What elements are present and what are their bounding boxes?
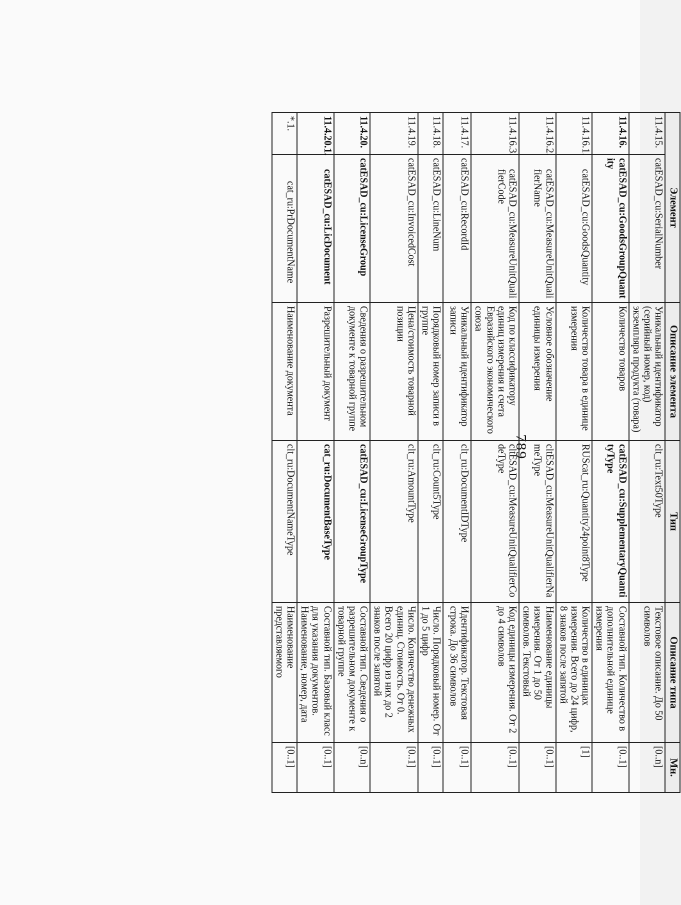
row-number-cell: 11.4.19. — [370, 113, 418, 155]
row-type-cell: RUScat_ru:Quantity24point8Type — [556, 441, 593, 603]
row-number-cell: 11.4.16.1. — [556, 113, 593, 155]
row-type-cell: catESAD_cu:LicenseGroupType — [334, 441, 371, 603]
table-row — [556, 113, 593, 793]
row-description-cell: Уникальный идентификатор записи — [443, 303, 471, 441]
rotated-table-wrapper — [273, 112, 681, 792]
row-multiplicity-cell: [0..1] — [272, 743, 297, 793]
row-element-cell: catESAD_cu:InvoicedCost — [370, 155, 418, 303]
row-type-cell: cltESAD_cu:MeasureUnitQualifierNameType — [519, 441, 556, 603]
row-number-cell: 11.4.20. — [334, 113, 371, 155]
row-multiplicity-cell: [0..n] — [334, 743, 371, 793]
row-multiplicity-cell: [0..1] — [370, 743, 418, 793]
row-type-description-cell: Текстовое описание. До 50 символов — [629, 603, 666, 743]
header-type: Тип — [665, 441, 680, 603]
row-multiplicity-cell: [1] — [556, 743, 593, 793]
row-type-description-cell: Наименование единицы измерения. От 1 до 50 символов. Текстовый — [519, 603, 556, 743]
row-type-description-cell: Наименование представляемого — [272, 603, 297, 743]
row-type-cell: clt_ru:Text50Type — [629, 441, 666, 603]
row-description-cell: Количество товаров — [592, 303, 629, 441]
row-description-cell: Количество товара в единице измерения — [556, 303, 593, 441]
row-description-cell: Наименование документа — [272, 303, 297, 441]
row-multiplicity-cell: [0..1] — [592, 743, 629, 793]
row-multiplicity-cell: [0..1] — [471, 743, 519, 793]
row-element-cell: catESAD_cu:MeasureUnitQualifierCode — [471, 155, 519, 303]
row-description-cell: Условное обозначение единицы измерения — [519, 303, 556, 441]
row-element-cell: cat_ru:PrDocumentName — [272, 155, 297, 303]
row-element-cell: catESAD_cu:LicDocument — [297, 155, 334, 303]
row-multiplicity-cell: [0..1] — [418, 743, 443, 793]
row-description-cell: Сведения о разрешительном документе к товарной группе — [334, 303, 371, 441]
row-type-cell: clt_ru:Count5Type — [418, 441, 443, 603]
row-number-cell: 11.4.18. — [418, 113, 443, 155]
table-row — [370, 113, 418, 793]
row-number-cell: *.1. — [272, 113, 297, 155]
row-type-cell: clt_ru:AmountType — [370, 441, 418, 603]
row-type-cell: clt_ru:DocumentIDType — [443, 441, 471, 603]
row-description-cell: Код по классификатору единиц измерения и счета Евразийского экономического союза — [471, 303, 519, 441]
row-type-cell: cat_ru:DocumentBaseType — [297, 441, 334, 603]
header-description: Описание элемента — [665, 303, 680, 441]
row-type-cell: clt_ru:DocumentNameType — [272, 441, 297, 603]
row-type-description-cell: Составной тип. Количество в дополнительной единице измерения — [592, 603, 629, 743]
table-row — [334, 113, 371, 793]
table-row — [418, 113, 443, 793]
row-type-description-cell: Код единицы измерения. От 2 до 4 символов — [471, 603, 519, 743]
row-description-cell: Порядковый номер записи в группе — [418, 303, 443, 441]
header-multiplicity: Мн. — [665, 743, 680, 793]
row-multiplicity-cell: [0..1] — [297, 743, 334, 793]
page-number: 789 — [512, 434, 529, 460]
row-multiplicity-cell: [0..n] — [629, 743, 666, 793]
row-type-description-cell: Число. Порядковый номер. От 1 до 5 цифр — [418, 603, 443, 743]
row-number-cell: 11.4.16.3. — [471, 113, 519, 155]
table-row — [629, 113, 666, 793]
row-number-cell: 11.4.16. — [592, 113, 629, 155]
table-row — [519, 113, 556, 793]
row-type-cell: catESAD_cu:SupplementaryQuantityType — [592, 441, 629, 603]
row-multiplicity-cell: [0..1] — [519, 743, 556, 793]
header-type-description: Описание типа — [665, 603, 680, 743]
row-element-cell: catESAD_cu:LicenseGroup — [334, 155, 371, 303]
row-element-cell: catESAD_cu:GoodsQuantity — [556, 155, 593, 303]
row-element-cell: catESAD_cu:MeasureUnitQualifierName — [519, 155, 556, 303]
row-multiplicity-cell: [0..1] — [443, 743, 471, 793]
row-element-cell: catESAD_cu:SerialNumber — [629, 155, 666, 303]
table-row — [272, 113, 297, 793]
row-number-cell: 11.4.17. — [443, 113, 471, 155]
table-header-row — [665, 113, 680, 793]
row-description-cell: Уникальный идентификатор (серийный номер, код) экземпляра продукта (товара) — [629, 303, 666, 441]
row-element-cell: catESAD_cu:RecordId — [443, 155, 471, 303]
header-element: Элемент — [665, 113, 680, 303]
row-type-description-cell: Число. Количество денежных единиц. Стоимость. От 0. Всего 20 цифр из них до 2 знаков после запятой — [370, 603, 418, 743]
row-description-cell: Разрешительный документ — [297, 303, 334, 441]
row-number-cell: 11.4.15. — [629, 113, 666, 155]
specification-table — [271, 112, 680, 793]
table-row — [443, 113, 471, 793]
row-type-cell: cltESAD_cu:MeasureUnitQualifierCodeType — [471, 441, 519, 603]
table-body — [272, 113, 666, 793]
row-type-description-cell: Составной тип. Сведения о разрешительном документе к товарной группе — [334, 603, 371, 743]
row-type-description-cell: Идентификатор. Текстовая строка. До 36 символов — [443, 603, 471, 743]
row-number-cell: 11.4.20.1. — [297, 113, 334, 155]
table-row — [592, 113, 629, 793]
table-row — [471, 113, 519, 793]
row-element-cell: catESAD_cu:GoodsGroupQuantity — [592, 155, 629, 303]
row-element-cell: catESAD_cu:LineNum — [418, 155, 443, 303]
row-number-cell: 11.4.16.2. — [519, 113, 556, 155]
row-type-description-cell: Составной тип. Базовый класс для указания документов. Наименование, номер, дата — [297, 603, 334, 743]
table-row — [297, 113, 334, 793]
row-type-description-cell: Количество в единицах измерения. Всего до 24 цифр, 8 знаков после запятой — [556, 603, 593, 743]
row-description-cell: Цена/стоимость товарной позиции — [370, 303, 418, 441]
